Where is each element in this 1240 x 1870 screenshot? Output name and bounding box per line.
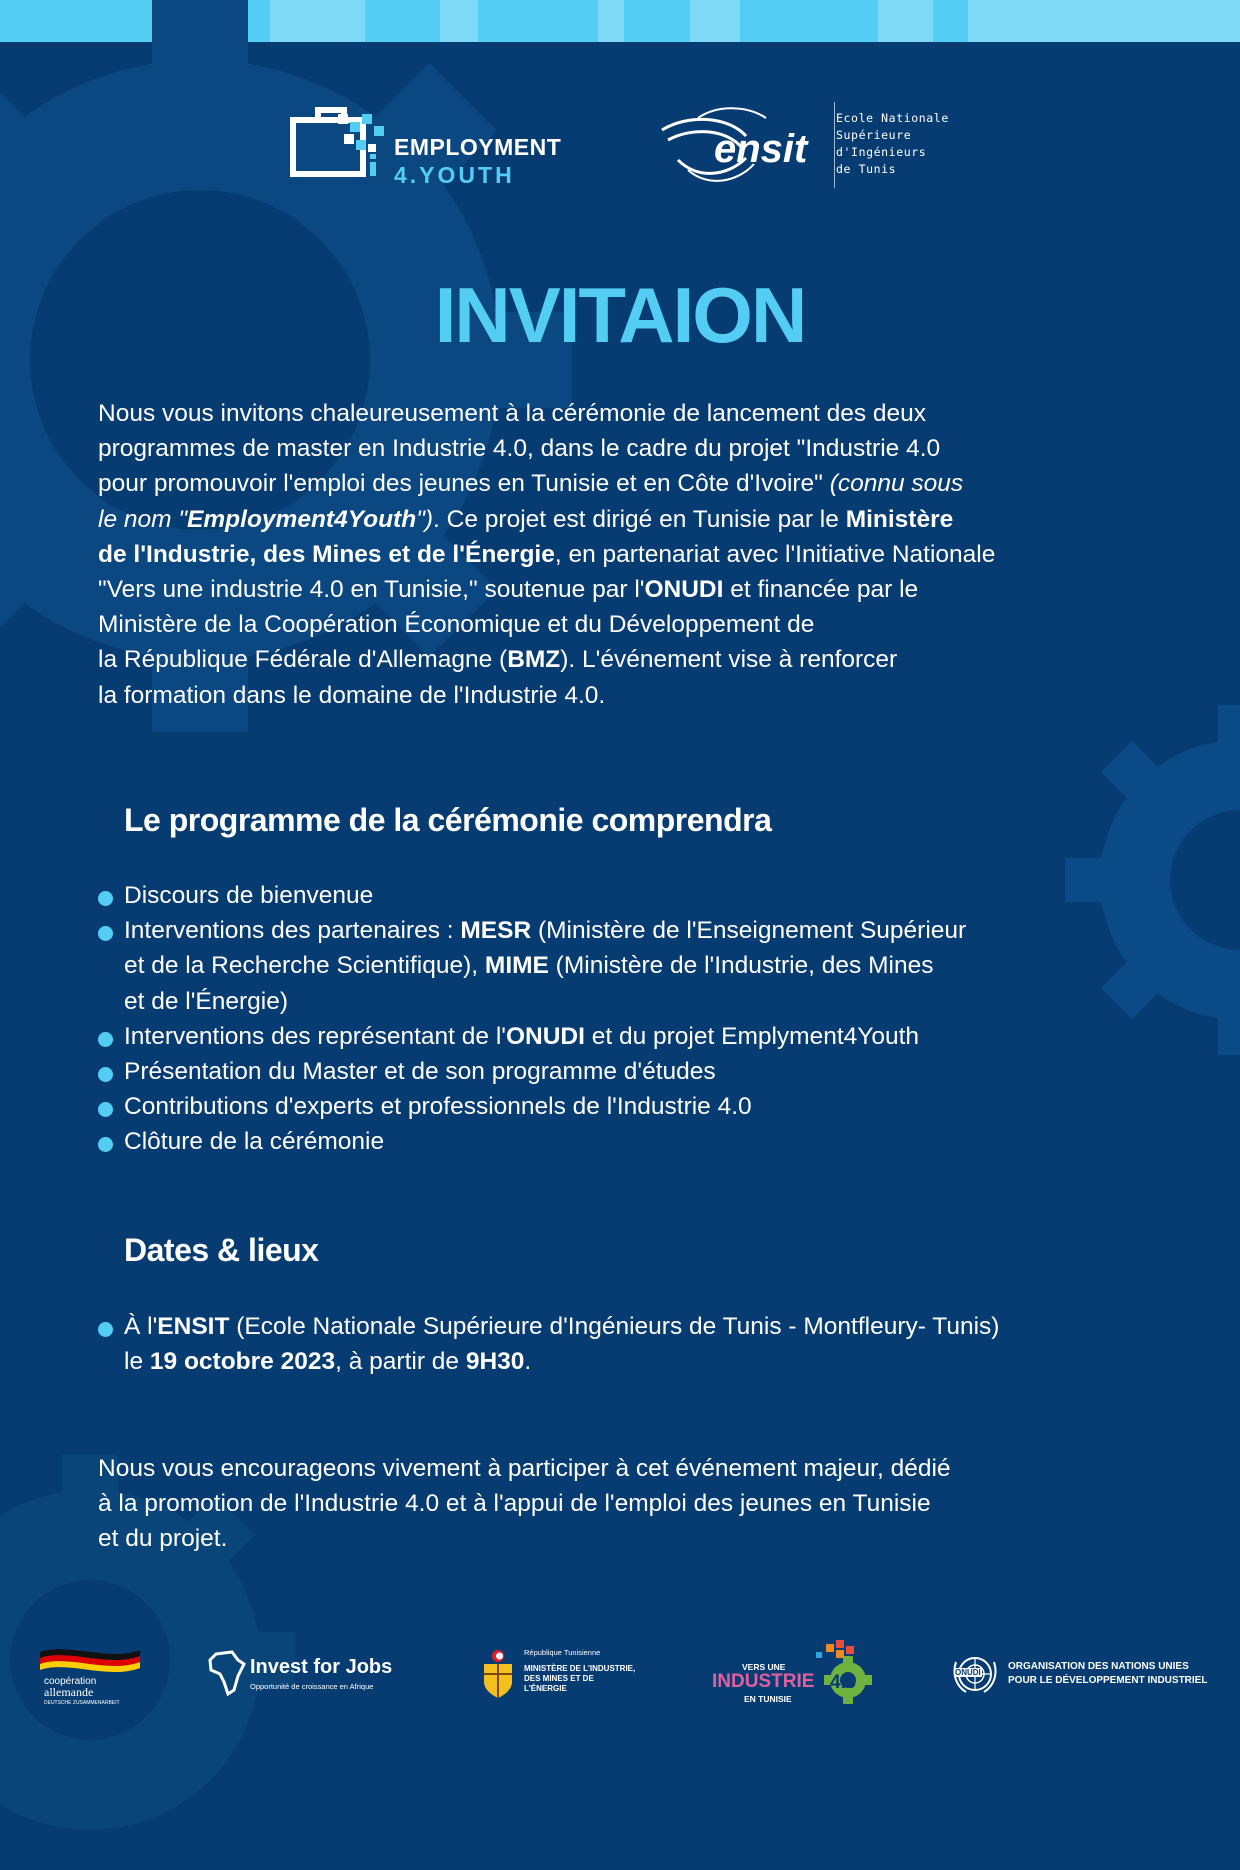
list-item: Discours de bienvenue	[98, 878, 1178, 913]
coat-of-arms-icon	[480, 1648, 516, 1700]
closing-line: Nous vous encourageons vivement à participer à cet événement majeur, dédié	[98, 1455, 951, 1482]
onudi-line2: POUR LE DÉVELOPPEMENT INDUSTRIEL	[1008, 1675, 1208, 1686]
ensit-subtitle-line: Ecole Nationale	[836, 111, 949, 125]
program-list	[98, 878, 1178, 1160]
partner-logos	[0, 1640, 1240, 1710]
ensit-subtitle-line: de Tunis	[836, 162, 897, 176]
banner-block	[598, 0, 624, 42]
industrie-line4: EN TUNISIE	[744, 1694, 792, 1704]
ensit-subtitle-line: d'Ingénieurs	[836, 145, 927, 159]
industrie-40-logo	[712, 1640, 892, 1710]
employment-logo-line2: 4.YOUTH	[394, 162, 515, 188]
list-item: Interventions des représentant de l'ONUDI et du projet Emplyment4Youth	[98, 1019, 1178, 1054]
cooperation-allemande-logo	[38, 1640, 148, 1710]
intro-line: programmes de master en Industrie 4.0, dans le cadre du projet "Industrie 4.0	[98, 435, 941, 463]
ministry-line1: République Tunisienne	[524, 1648, 601, 1657]
ensit-divider	[834, 102, 835, 188]
list-item: À l'ENSIT (Ecole Nationale Supérieure d'Ingénieurs de Tunis - Montfleury- Tunis) le 19 octobre 2023, à partir de 9H30.	[98, 1309, 1178, 1379]
list-item: Clôture de la cérémonie	[98, 1124, 1178, 1159]
intro-line: "Vers une industrie 4.0 en Tunisie," soutenue par l'ONUDI et financée par le	[98, 576, 919, 604]
onudi-abbr: ONUDI	[955, 1668, 981, 1677]
page-title: INVITAION	[434, 271, 806, 359]
ensit-swoosh-icon	[658, 100, 828, 190]
intro-line: la formation dans le domaine de l'Industrie 4.0.	[98, 681, 606, 709]
onudi-logo	[952, 1654, 1212, 1698]
industrie-line1: VERS UNE	[742, 1662, 786, 1672]
dates-heading: Dates & lieux	[124, 1232, 319, 1268]
intro-line: Nous vous invitons chaleureusement à la cérémonie de lancement des deux	[98, 400, 927, 427]
bullet-icon	[98, 1322, 113, 1337]
employment-logo-line1: EMPLOYMENT	[394, 134, 562, 160]
german-flag-icon	[38, 1644, 142, 1674]
industrie-line3: 4.0	[830, 1672, 857, 1693]
bullet-icon	[98, 1067, 113, 1082]
giz-line2: allemande	[44, 1685, 94, 1699]
intro-line: de l'Industrie, des Mines et de l'Énergie, en partenariat avec l'Initiative Nationale	[98, 540, 996, 568]
program-heading: Le programme de la cérémonie comprendra	[124, 802, 772, 838]
ministry-line4: L'ÉNERGIE	[524, 1684, 567, 1693]
list-item: Interventions des partenaires : MESR (Ministère de l'Enseignement Supérieur et de la Recherche Scientifique), MIME (Ministère de l'Industrie, des Mines et de l'Énergie)	[98, 913, 1178, 1019]
industrie-line2: INDUSTRIE	[712, 1671, 815, 1692]
intro-line: la République Fédérale d'Allemagne (BMZ). L'événement vise à renforcer	[98, 646, 898, 674]
closing-line: et du projet.	[98, 1525, 228, 1553]
bullet-icon	[98, 926, 113, 941]
ministry-line3: DES MINES ET DE	[524, 1674, 594, 1683]
dates-list	[98, 1309, 1178, 1379]
closing-line: à la promotion de l'Industrie 4.0 et à l'appui de l'emploi des jeunes en Tunisie	[98, 1490, 931, 1518]
bullet-icon	[98, 1137, 113, 1152]
intro-paragraph	[98, 396, 1158, 713]
ensit-wordmark: ensit	[714, 127, 808, 171]
banner-block	[878, 0, 933, 42]
bullet-icon	[98, 1032, 113, 1047]
ensit-subtitle-line: Supérieure	[836, 128, 912, 142]
invest-for-jobs-logo	[208, 1650, 408, 1700]
list-item: Contributions d'experts et professionnels de l'Industrie 4.0	[98, 1089, 1178, 1124]
header-logos	[0, 98, 1240, 198]
closing-paragraph	[98, 1451, 1178, 1557]
bullet-icon	[98, 1102, 113, 1117]
giz-line1: coopération	[44, 1676, 97, 1687]
employment4youth-logo	[290, 104, 570, 190]
ensit-subtitle	[836, 110, 949, 178]
africa-icon	[208, 1650, 246, 1696]
intro-line: Ministère de la Coopération Économique et du Développement de	[98, 611, 815, 639]
ifj-title: Invest for Jobs	[250, 1656, 393, 1678]
banner-block	[690, 0, 740, 42]
giz-line3: DEUTSCHE ZUSAMMENARBEIT	[44, 1700, 120, 1706]
ifj-subtitle: Opportunité de croissance en Afrique	[250, 1682, 374, 1691]
bullet-icon	[98, 891, 113, 906]
banner-block	[968, 0, 1240, 42]
intro-line: le nom "Employment4Youth"). Ce projet est dirigé en Tunisie par le Ministère	[98, 505, 954, 533]
intro-line: pour promouvoir l'emploi des jeunes en Tunisie et en Côte d'Ivoire" (connu sous	[98, 470, 964, 498]
ministry-line2: MINISTÈRE DE L'INDUSTRIE,	[524, 1664, 636, 1673]
briefcase-icon	[290, 104, 390, 190]
onudi-line1: ORGANISATION DES NATIONS UNIES	[1008, 1661, 1189, 1672]
list-item: Présentation du Master et de son programme d'études	[98, 1054, 1178, 1089]
ministry-logo	[480, 1648, 670, 1704]
